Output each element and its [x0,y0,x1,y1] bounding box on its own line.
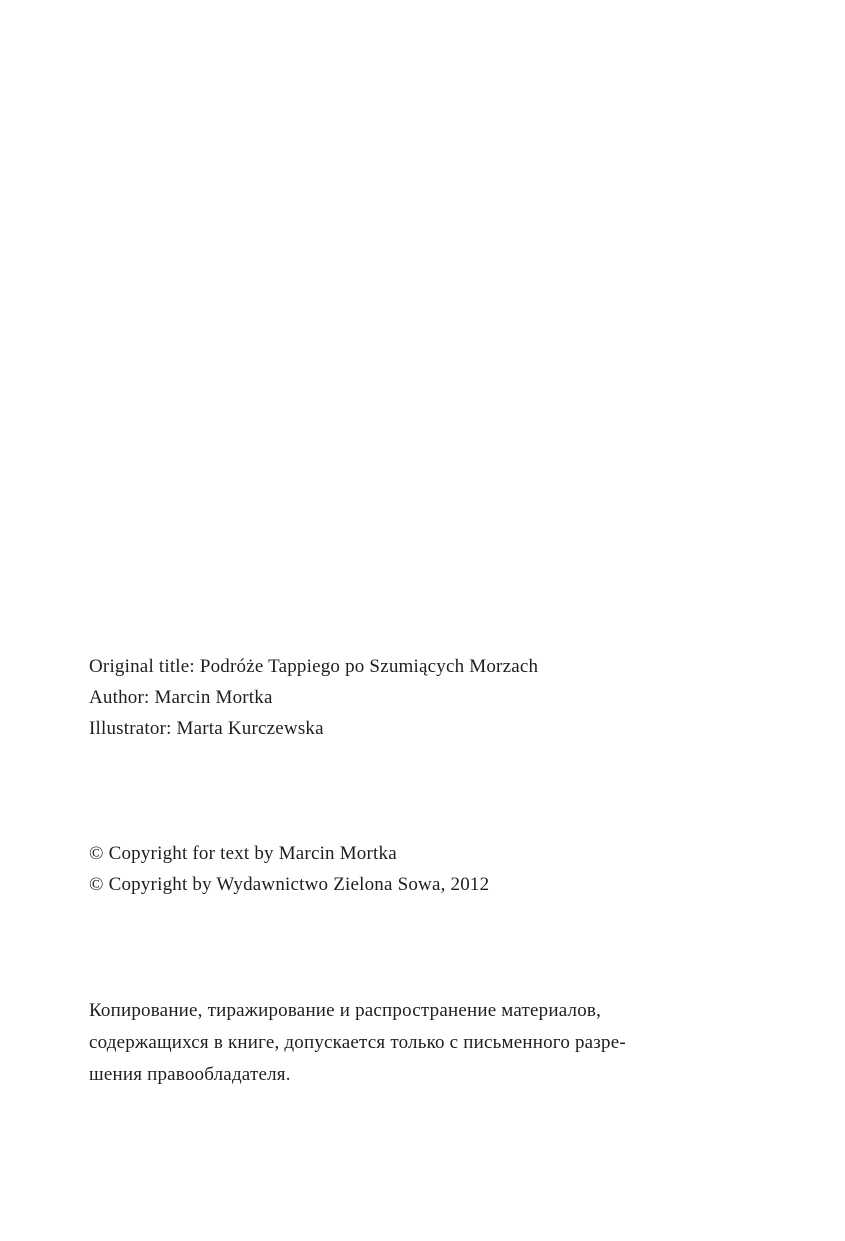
original-title: Original title: Podróże Tappiego po Szumiących Morzach [89,656,539,677]
notice-line: шения правообладателя. [89,1064,291,1085]
credits-block [89,651,538,744]
illustrator: Illustrator: Marta Kurczewska [89,718,324,739]
notice-line: Копирование, тиражирование и распространение материалов, [89,1000,602,1021]
text-copyright: © Copyright for text by Marcin Mortka [89,843,397,864]
author: Author: Marcin Mortka [89,687,273,708]
notice-line: содержащихся в книге, допускается только с письменного разре- [89,1032,626,1053]
copyright-block [89,838,489,900]
publisher-copyright: © Copyright by Wydawnictwo Zielona Sowa, 2012 [89,874,490,895]
copying-notice [89,995,626,1091]
